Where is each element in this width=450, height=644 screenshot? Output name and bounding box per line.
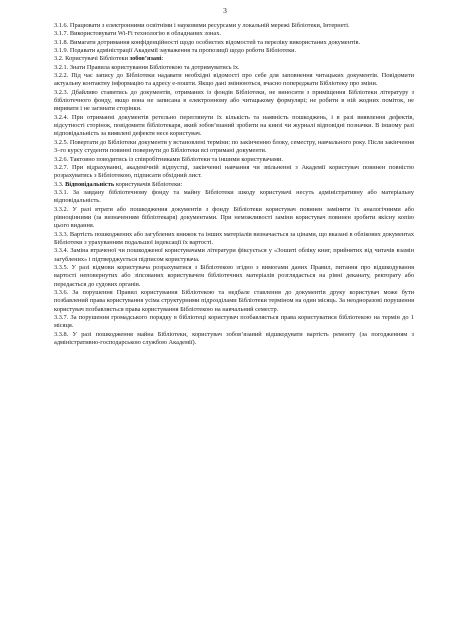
paragraph: 3.3.3. Вартість пошкоджених або загублених книжок та інших матеріалів визначається за цінами, що вказані в облікових документах Бібліотеки з урахуванням подальшої індексації їх вартості.: [54, 230, 414, 246]
paragraph: 3.1.8. Вимагати дотримання конфіденційності щодо особистих відомостей та переліку використаних документів.: [54, 38, 361, 46]
paragraph-text: 3.3.: [54, 180, 66, 188]
page-number: 3: [223, 6, 227, 15]
paragraph: 3.3.7. За порушення громадського порядку в бібліотеці користувач позбавляється права користуватися бібліотекою на термін до 1 місяця.: [54, 314, 414, 330]
bold-term: зобов’язані: [129, 55, 162, 63]
paragraph: 3.1.6. Працювати з електронними освітніми і науковими ресурсами у локальній мережі Бібліотеки, Інтернеті.: [54, 22, 350, 29]
paragraph: 3.2.2. Під час запису до Бібліотеки надавати необхідні відомості про себе для заповнення читацьких документів. Повідомити актуальну контактну інформацію та адресу е-пошти. Якщо дані змінюються, вчасно попереджати Бібліотеку про зміни.: [54, 72, 414, 88]
paragraph-text: :: [161, 55, 164, 63]
paragraph: 3.3.4. Заміна втраченої чи пошкодженої користувачами літератури фіксується у «Зошиті обліку книг, прийнятих від читачів взамін загублених» і підтверджується підписом користувача.: [54, 247, 414, 263]
paragraph: [54, 181, 414, 189]
paragraph: 3.3.5. У разі відмови користувача розрахуватися з Бібліотекою згідно з вимогами даних Правил, питання про відшкодування вартості неповернутих або зіпсованих користувачем бібліотечних матеріалів розглядається на рівні деканату, ректорату або передається до судових органів.: [54, 263, 414, 288]
paragraph: 3.1.7. Використовувати Wi-Fi технологію в обладнаних зонах.: [54, 30, 221, 38]
paragraph: 3.3.1. За завдану бібліотечному фонду та майну Бібліотеки шкоду користувачі несуть адміністративну або матеріальну відповідальність.: [54, 188, 414, 205]
paragraph: 3.2.3. Дбайливо ставитись до документів, отриманих із фондів Бібліотеки, не виносити з приміщення Бібліотеки літературу з бібліотечного фонду, якщо вона не записана в електронному або читацькому формулярі; не робити в ній жодних поміток, не виривати і не загинати сторінки.: [54, 88, 414, 113]
paragraph-text: користувачів Бібліотеки:: [114, 180, 183, 188]
paragraph: 3.3.8. У разі пошкодження майна Бібліотеки, користувач зобов’язаний відшкодувати вартість ремонту (за погодженням з адміністративно-господарською службою Академії).: [54, 330, 414, 347]
bold-term: Відповідальність: [65, 180, 115, 188]
document-body: [54, 22, 414, 347]
paragraph: 3.2.6. Тактовно поводитись із співробітниками Бібліотеки та іншими користувачами.: [54, 155, 283, 163]
paragraph: [54, 55, 414, 63]
paragraph: 3.2.5. Повертати до Бібліотеки документи у встановлені терміни: по закінченню блоку, семестру, навчального року. Після закінчення 3–го курсу студенти повинні повернути до Бібліотеки всі отримані документи.: [54, 138, 414, 155]
paragraph-text: 3.2. Користувачі Бібліотеки: [54, 55, 130, 63]
paragraph: 3.2.7. При відрахуванні, академічній відпустці, закінченні навчання чи звільненні з Академії користувач повинен повністю розрахуватись з Бібліотекою, підписати обхідний лист.: [54, 163, 414, 180]
paragraph: 3.3.6. За порушення Правил користування Бібліотекою та недбале ставлення до документів друку користувач може бути позбавлений права користування усіма структурними підрозділами Бібліотеки терміном на один місяць. За неодноразові порушення користувач позбавляється права користування Бібліотекою на навчальний семестр.: [54, 289, 414, 313]
paragraph: 3.3.2. У разі втрати або пошкодження документів з фонду Бібліотеки користувач повинен замінити їх аналогічними або рівноцінними (за визначенням бібліотекаря) документами. При неможливості заміни користувач повинен зробити якісну копію цього видання.: [54, 205, 414, 230]
paragraph: 3.2.1. Знати Правила користування Бібліотекою та дотримуватись їх.: [54, 63, 240, 71]
paragraph: 3.2.4. При отриманні документів ретельно переглянути їх кількість та наявність пошкоджень, і в разі виявлення дефектів, відсутності сторінок, повідомити бібліотекаря, який зобов’язаний зробити на книзі чи журналі відповідні позначки. В іншому разі відповідальність за виявлені дефекти несе користувач.: [54, 113, 414, 138]
paragraph: 3.1.9. Подавати адміністрації Академії зауваження та пропозиції щодо роботи Бібліотеки.: [54, 47, 297, 55]
